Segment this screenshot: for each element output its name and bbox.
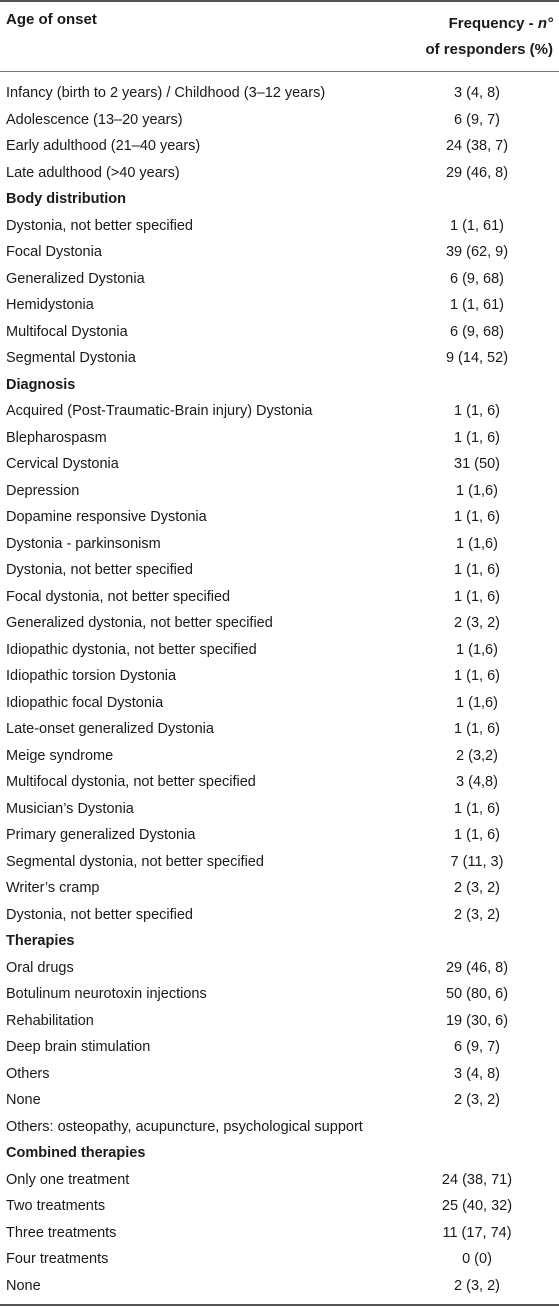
row-label: Botulinum neurotoxin injections: [6, 986, 207, 1002]
row-value: 6 (9, 7): [454, 111, 500, 128]
row-value: 2 (3, 2): [454, 1277, 500, 1294]
table-row: [0, 664, 559, 691]
row-value: 2 (3,2): [456, 747, 498, 764]
table-row: [0, 1194, 559, 1221]
table-row: [0, 1035, 559, 1062]
row-value: 1 (1,6): [456, 535, 498, 552]
table-row: [0, 452, 559, 479]
row-label: Dystonia, not better specified: [6, 906, 193, 923]
row-label: Infancy (birth to 2 years) / Childhood (3–12 years): [6, 85, 326, 101]
table-row: [0, 1274, 559, 1301]
row-value: 11 (17, 74): [442, 1224, 512, 1241]
row-label: Adolescence (13–20 years): [6, 111, 183, 128]
row-value: 2 (3, 2): [454, 1092, 500, 1108]
table-row: [0, 1009, 559, 1036]
row-value: 24 (38, 71): [441, 1171, 513, 1188]
row-value: 1 (1, 6): [454, 429, 500, 446]
row-value: 2 (3, 2): [454, 880, 500, 896]
row-value: 1 (1,6): [456, 694, 498, 711]
row-label: Primary generalized Dystonia: [6, 827, 196, 843]
table-row: [0, 1247, 559, 1274]
table-row: [0, 876, 559, 903]
header-frequency-line1: [425, 11, 553, 37]
table-row: [0, 399, 559, 426]
row-label: Depression: [6, 482, 80, 499]
row-label: Idiopathic focal Dystonia: [6, 694, 164, 711]
row-value: 1 (1, 61): [450, 217, 504, 234]
header-age-of-onset: Age of onset: [6, 11, 97, 28]
section-header-row: [0, 373, 559, 400]
row-value: 1 (1, 6): [454, 403, 500, 419]
row-label: Acquired (Post-Traumatic-Brain injury) Dystonia: [6, 403, 313, 419]
table-row: [0, 346, 559, 373]
bottom-rule: [0, 1304, 559, 1306]
row-value: 7 (11, 3): [450, 853, 504, 870]
table-row: [0, 1221, 559, 1248]
row-value: 6 (9, 68): [450, 323, 504, 340]
row-value: 2 (3, 2): [454, 615, 500, 631]
table-row: [0, 81, 559, 108]
row-value: 3 (4, 8): [454, 1065, 500, 1082]
row-label: Generalized dystonia, not better specified: [6, 615, 273, 631]
table-row: [0, 293, 559, 320]
row-value: 1 (1, 6): [454, 668, 500, 684]
row-value: 6 (9, 7): [454, 1039, 500, 1055]
header-frequency: [425, 11, 553, 63]
table-row: [0, 850, 559, 877]
table-body: [0, 81, 559, 1300]
table-row: [0, 426, 559, 453]
table-row: [0, 903, 559, 930]
table-row: [0, 267, 559, 294]
row-label: Meige syndrome: [6, 747, 114, 764]
row-value: 9 (14, 52): [445, 350, 509, 366]
header-rule: [0, 71, 559, 72]
section-title: Diagnosis: [6, 376, 76, 393]
row-label: Segmental Dystonia: [6, 350, 136, 366]
row-value: 3 (4,8): [456, 774, 498, 790]
row-label: None: [6, 1277, 41, 1294]
row-label: Focal dystonia, not better specified: [6, 588, 231, 605]
row-label: Four treatments: [6, 1251, 109, 1267]
row-value: 0 (0): [462, 1251, 492, 1267]
section-title: Body distribution: [6, 191, 127, 207]
row-value: 1 (1, 6): [454, 800, 500, 817]
row-label: Dystonia - parkinsonism: [6, 535, 161, 552]
header-frequency-text: Frequency -: [448, 15, 538, 32]
table-row: [0, 770, 559, 797]
table-row: [0, 320, 559, 347]
row-value: 1 (1, 6): [454, 562, 500, 578]
table-row: [0, 717, 559, 744]
row-label: Hemidystonia: [6, 297, 94, 313]
row-label: Rehabilitation: [6, 1012, 94, 1029]
row-value: 19 (30, 6): [445, 1012, 509, 1029]
table-row: [0, 558, 559, 585]
table-row: [0, 108, 559, 135]
row-value: 1 (1,6): [456, 641, 498, 658]
table-row: [0, 532, 559, 559]
table-row: [0, 823, 559, 850]
row-label: Idiopathic dystonia, not better specified: [6, 641, 257, 658]
section-title: Combined therapies: [6, 1145, 146, 1161]
row-label: Dystonia, not better specified: [6, 217, 193, 234]
table-row: [0, 479, 559, 506]
row-value: 6 (9, 68): [450, 270, 504, 287]
row-label: Writer’s cramp: [6, 880, 100, 896]
row-label: Others: osteopathy, acupuncture, psychological support: [6, 1118, 363, 1135]
table-row: [0, 611, 559, 638]
row-label: Segmental dystonia, not better specified: [6, 853, 264, 870]
row-label: Idiopathic torsion Dystonia: [6, 668, 177, 684]
row-label: Two treatments: [6, 1198, 106, 1214]
row-label: Deep brain stimulation: [6, 1039, 151, 1055]
row-value: 24 (38, 7): [445, 138, 509, 154]
section-title: Therapies: [6, 933, 75, 949]
row-value: 2 (3, 2): [454, 906, 500, 923]
table-row: [0, 956, 559, 983]
row-label: Dystonia, not better specified: [6, 562, 193, 578]
table-row: [0, 1088, 559, 1115]
row-label: Dopamine responsive Dystonia: [6, 509, 207, 525]
row-value: 39 (62, 9): [445, 244, 509, 260]
section-header-row: [0, 1141, 559, 1168]
header-frequency-n: n°: [537, 15, 553, 32]
row-value: 1 (1, 61): [450, 297, 504, 313]
table-row: [0, 982, 559, 1009]
row-label: Generalized Dystonia: [6, 270, 145, 287]
row-value: 29 (46, 8): [445, 164, 509, 181]
row-label: Cervical Dystonia: [6, 456, 119, 472]
row-value: 1 (1, 6): [454, 721, 500, 737]
row-value: 31 (50): [454, 456, 500, 472]
table-row: [0, 505, 559, 532]
table-row: [0, 1115, 559, 1142]
row-label: Musician’s Dystonia: [6, 800, 134, 817]
row-label: Late adulthood (>40 years): [6, 164, 180, 181]
row-label: Only one treatment: [6, 1171, 130, 1188]
table-header: [0, 0, 559, 72]
table-row: [0, 744, 559, 771]
table-row: [0, 1062, 559, 1089]
section-header-row: [0, 187, 559, 214]
row-value: 3 (4, 8): [454, 85, 500, 101]
table-row: [0, 797, 559, 824]
section-header-row: [0, 929, 559, 956]
row-value: 25 (40, 32): [441, 1198, 513, 1214]
row-value: 29 (46, 8): [445, 959, 509, 976]
row-label: Multifocal Dystonia: [6, 323, 128, 340]
row-label: Early adulthood (21–40 years): [6, 138, 201, 154]
table-row: [0, 638, 559, 665]
row-label: Late-onset generalized Dystonia: [6, 721, 214, 737]
table-row: [0, 240, 559, 267]
row-value: 50 (80, 6): [445, 986, 509, 1002]
row-label: Focal Dystonia: [6, 244, 102, 260]
row-label: None: [6, 1092, 41, 1108]
table-row: [0, 214, 559, 241]
table-row: [0, 1168, 559, 1195]
row-value: 1 (1,6): [456, 482, 498, 499]
row-label: Oral drugs: [6, 959, 74, 976]
row-value: 1 (1, 6): [454, 588, 500, 605]
row-label: Three treatments: [6, 1224, 117, 1241]
row-label: Multifocal dystonia, not better specified: [6, 774, 256, 790]
table-row: [0, 134, 559, 161]
table-row: [0, 585, 559, 612]
table-row: [0, 691, 559, 718]
header-frequency-line2: of responders (%): [425, 41, 553, 58]
row-label: Others: [6, 1065, 50, 1082]
table-row: [0, 161, 559, 188]
row-value: 1 (1, 6): [454, 509, 500, 525]
row-label: Blepharospasm: [6, 429, 107, 446]
row-value: 1 (1, 6): [454, 827, 500, 843]
